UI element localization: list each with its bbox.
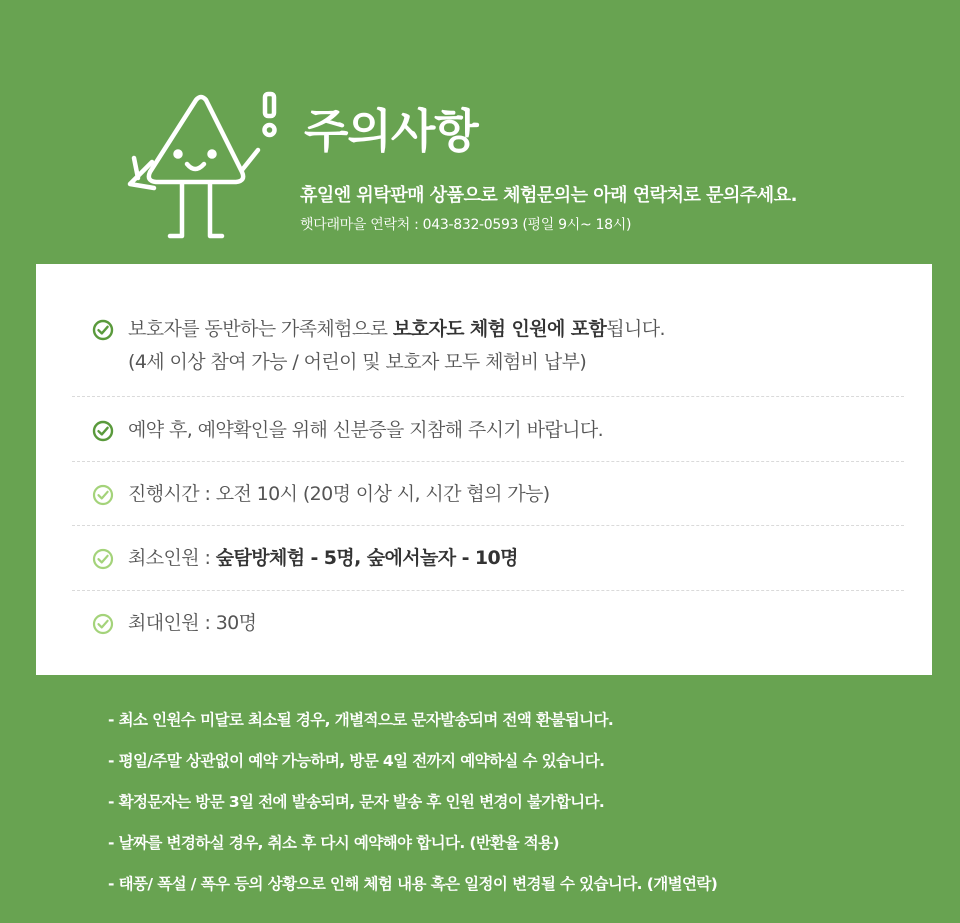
divider <box>72 590 904 591</box>
notice-card <box>36 264 932 675</box>
check-circle-icon <box>92 613 114 635</box>
page-title: 주의사항 <box>304 104 478 158</box>
notice-item <box>72 478 904 511</box>
check-circle-icon <box>92 319 114 341</box>
inquiry-notice: 휴일엔 위탁판매 상품으로 체험문의는 아래 연락처로 문의주세요. <box>300 185 797 206</box>
divider <box>72 525 904 526</box>
notice-highlight: 숲탐방체험 - 5명, 숲에서놀자 - 10명 <box>215 547 518 569</box>
notice-text: 예약 후, 예약확인을 위해 신분증을 지참해 주시기 바랍니다. <box>128 419 604 441</box>
notice-item-text <box>128 313 665 379</box>
notice-text: 보호자를 동반하는 가족체험으로 <box>128 318 393 340</box>
note-item: - 태풍/ 폭설 / 폭우 등의 상황으로 인해 체험 내용 혹은 일정이 변경될 수 있습니다. (개별연락) <box>108 875 718 893</box>
contact-info: 햇다래마을 연락처 : 043-832-0593 (평일 9시~ 18시) <box>300 217 632 233</box>
check-circle-icon <box>92 420 114 442</box>
notes-list <box>108 700 717 905</box>
notice-subtext: (4세 이상 참여 가능 / 어린이 및 보호자 모두 체험비 납부) <box>128 351 587 373</box>
note-item: - 최소 인원수 미달로 최소될 경우, 개별적으로 문자발송되며 전액 환불됩니다. <box>108 711 614 729</box>
notice-text: 최대인원 : 30명 <box>128 612 257 634</box>
notice-label: 최소인원 : <box>128 547 216 569</box>
notice-item <box>72 607 904 640</box>
notice-item <box>72 542 904 575</box>
notice-item <box>72 313 904 379</box>
divider <box>72 461 904 462</box>
notice-text: 진행시간 : 오전 10시 (20명 이상 시, 시간 협의 가능) <box>128 483 550 505</box>
divider <box>72 396 904 397</box>
check-circle-icon <box>92 484 114 506</box>
notice-item <box>72 414 904 447</box>
note-item: - 평일/주말 상관없이 예약 가능하며, 방문 4일 전까지 예약하실 수 있습니다. <box>108 752 605 770</box>
check-circle-icon <box>92 548 114 570</box>
notice-highlight: 보호자도 체험 인원에 포함 <box>392 318 607 340</box>
triangle-rice-ball-character-icon <box>124 88 294 248</box>
note-item: - 날짜를 변경하실 경우, 취소 후 다시 예약해야 합니다. (반환율 적용) <box>108 834 560 852</box>
note-item: - 확정문자는 방문 3일 전에 발송되며, 문자 발송 후 인원 변경이 불가합니다. <box>108 793 605 811</box>
notice-text: 됩니다. <box>606 318 665 340</box>
